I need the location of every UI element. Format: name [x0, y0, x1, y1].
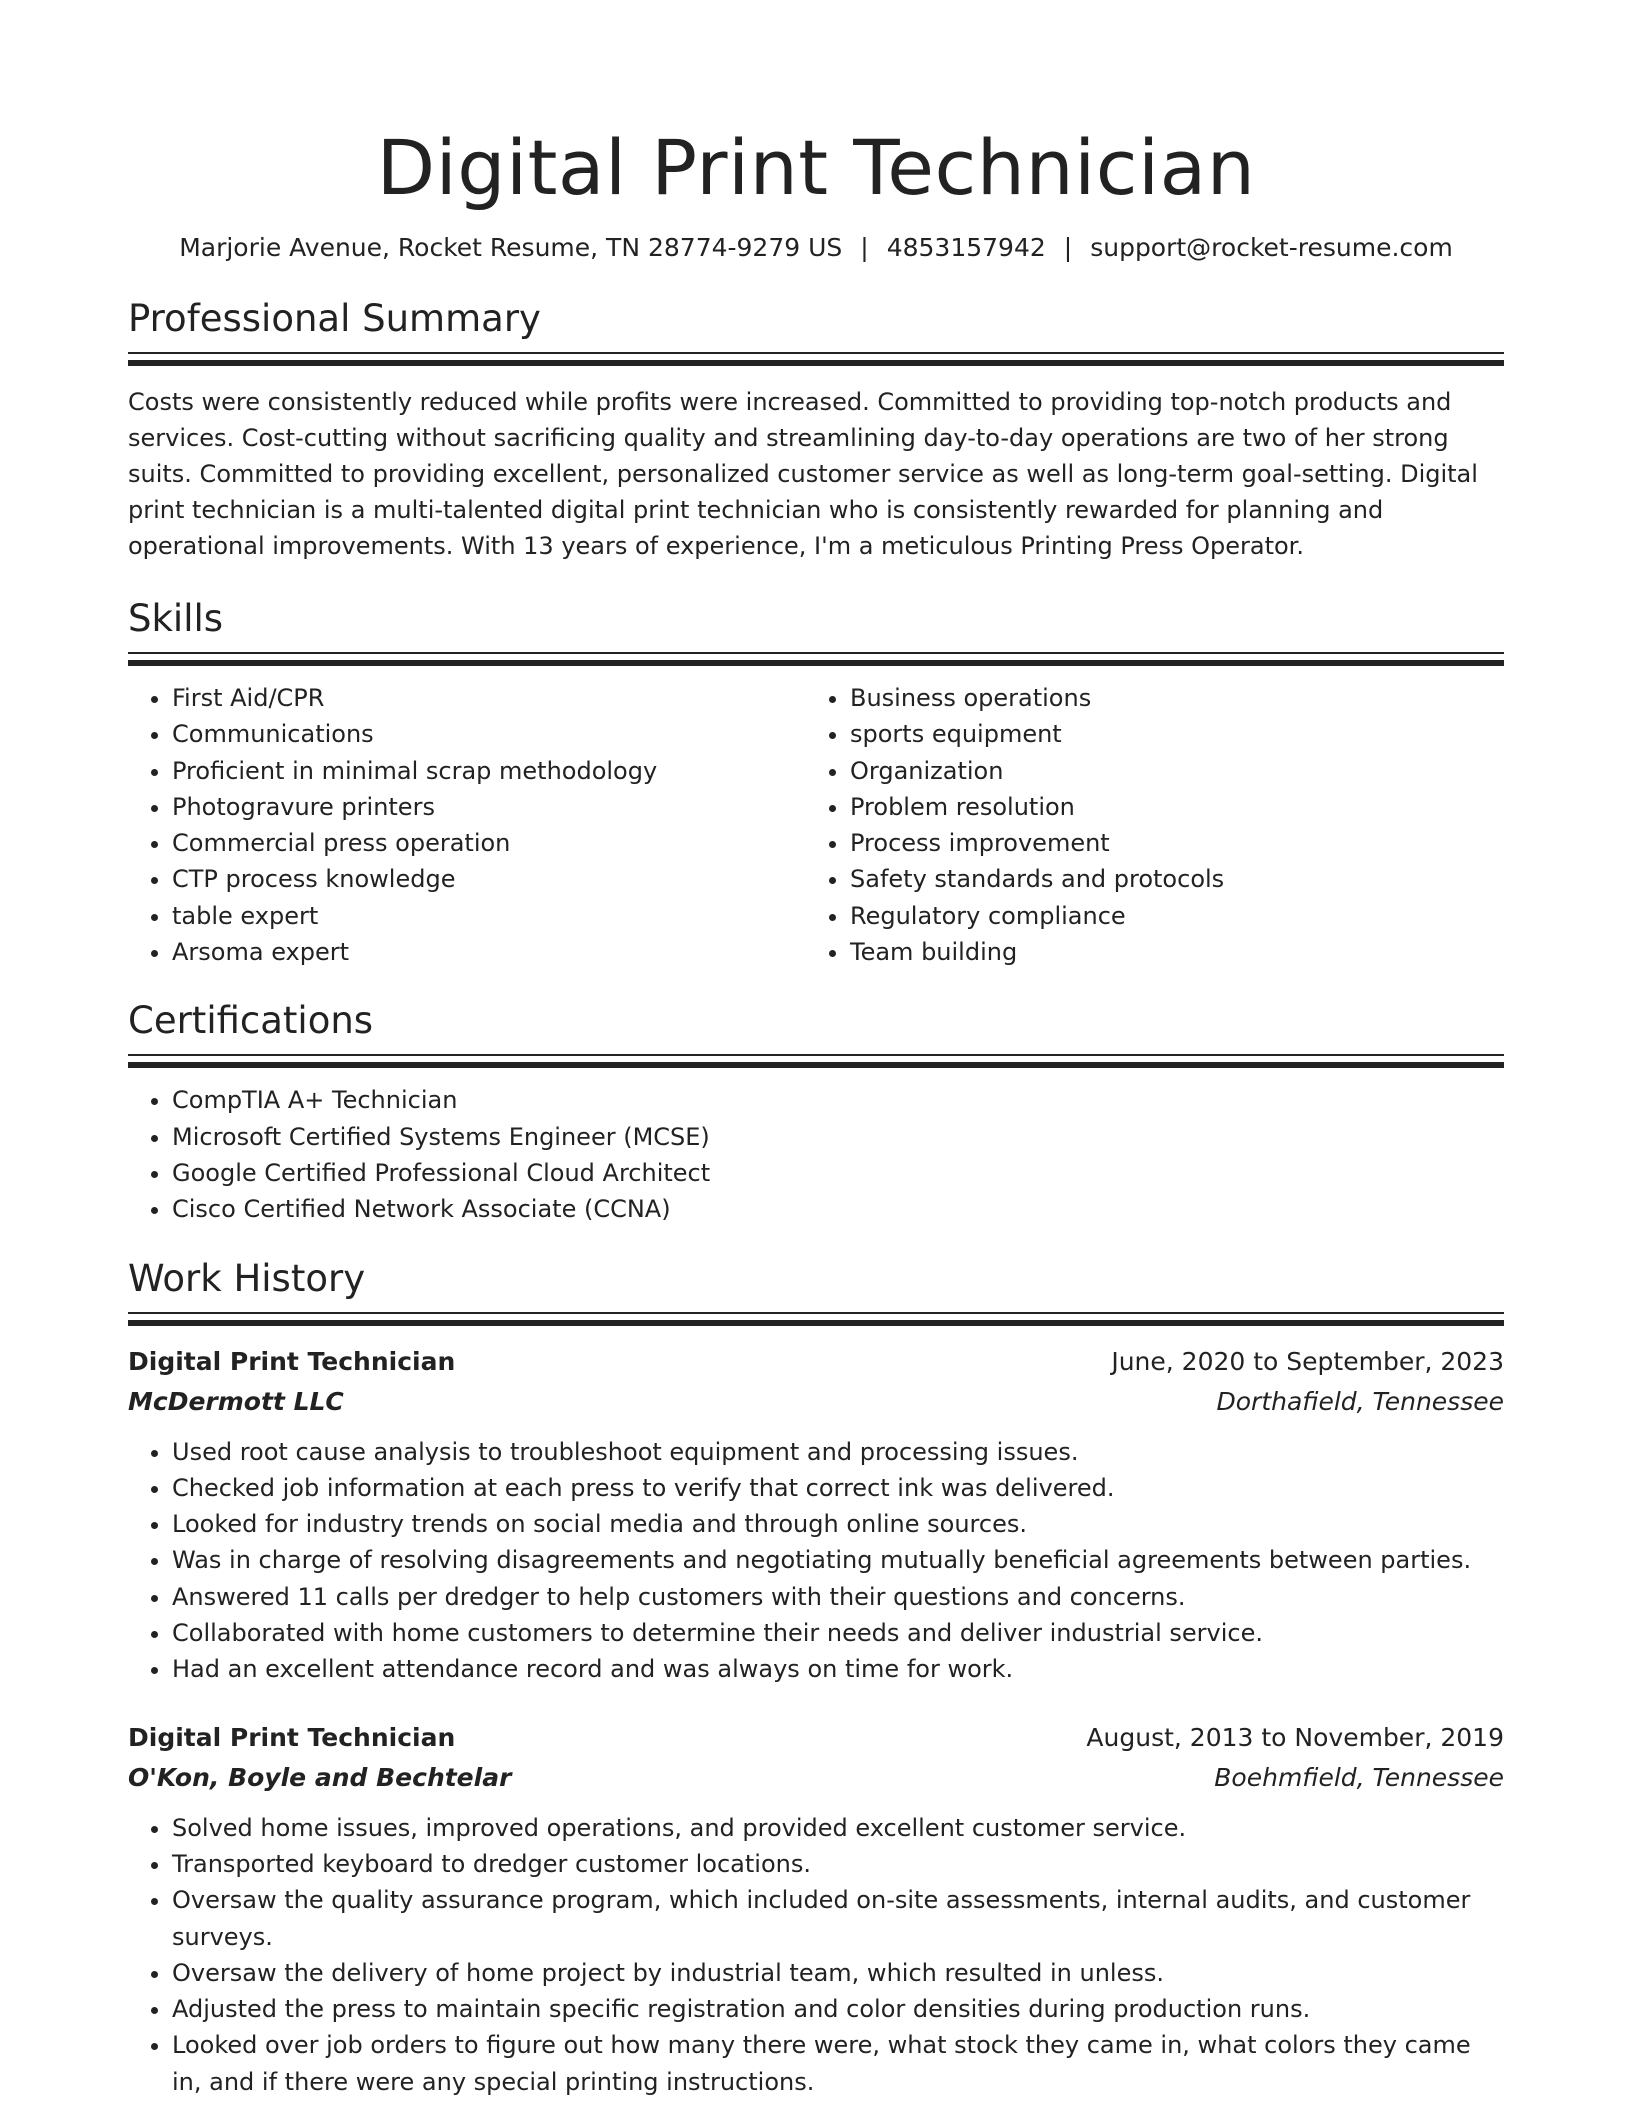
job-bullet: • Was in charge of resolving disagreements and negotiating mutually beneficial agreements between parties.	[172, 1542, 1504, 1578]
skill-item: • Process improvement	[850, 825, 1484, 861]
section-heading-skills: Skills	[128, 597, 224, 640]
job-bullet: • Transported keyboard to dredger customer locations.	[172, 1846, 1504, 1882]
certification-item: • Google Certified Professional Cloud Architect	[172, 1155, 1504, 1191]
job-header-row	[128, 1342, 1504, 1382]
contact-line	[128, 230, 1504, 266]
job-company: McDermott LLC	[128, 1386, 344, 1416]
section-heading-work-history: Work History	[128, 1256, 366, 1300]
job-bullet: • Answered 11 calls per dredger to help customers with their questions and concerns.	[172, 1579, 1504, 1615]
job-bullet: • Checked job information at each press to verify that correct ink was delivered.	[172, 1470, 1504, 1506]
section-heading-summary: Professional Summary	[128, 297, 541, 340]
resume-page	[128, 0, 1504, 2100]
skill-item: • First Aid/CPR	[172, 680, 806, 716]
skill-item: • CTP process knowledge	[172, 861, 806, 897]
skill-item: • Proficient in minimal scrap methodology	[172, 753, 806, 789]
job-bullets	[128, 1434, 1504, 1688]
job-bullet: • Adjusted the press to maintain specific registration and color densities during production runs.	[172, 1991, 1504, 2027]
skill-item: • Arsoma expert	[172, 934, 806, 970]
section-divider	[128, 652, 1504, 666]
job-bullet: • Looked for industry trends on social media and through online sources.	[172, 1506, 1504, 1542]
job-title: Digital Print Technician	[128, 1346, 456, 1376]
certifications-list	[128, 1082, 1504, 1227]
section-heading-certifications: Certifications	[128, 999, 374, 1043]
job-entry	[128, 1718, 1504, 2100]
skill-item: • Photogravure printers	[172, 789, 806, 825]
job-bullet: • Solved home issues, improved operations, and provided excellent customer service.	[172, 1810, 1504, 1846]
section-divider	[128, 1054, 1504, 1068]
skill-item: • sports equipment	[850, 716, 1484, 752]
resume-title: Digital Print Technician	[376, 123, 1256, 212]
job-bullet: • Had an excellent attendance record and was always on time for work.	[172, 1651, 1504, 1687]
job-bullet: • Used root cause analysis to troubleshoot equipment and processing issues.	[172, 1434, 1504, 1470]
job-company-row	[128, 1382, 1504, 1422]
section-divider	[128, 1312, 1504, 1326]
certifications-section	[128, 996, 1504, 1227]
contact-email: support@rocket-resume.com	[1090, 233, 1453, 262]
contact-separator: |	[860, 233, 869, 262]
certification-item: • Microsoft Certified Systems Engineer (MCSE)	[172, 1119, 1504, 1155]
job-title: Digital Print Technician	[128, 1722, 456, 1752]
section-divider	[128, 352, 1504, 366]
skill-item: • Regulatory compliance	[850, 898, 1484, 934]
summary-text: Costs were consistently reduced while profits were increased. Committed to providing top-notch products and services. Cost-cutting without sacrificing quality and streamlining day-to-day operations are two of her strong suits. Committed to providing excellent, personalized customer service as well as long-term goal-setting. Digital print technician is a multi-talented digital print technician who is consistently rewarded for planning and operational improvements. With 13 years of experience, I'm a meticulous Printing Press Operator.	[128, 388, 1478, 560]
summary-section	[128, 294, 1504, 564]
job-dates: August, 2013 to November, 2019	[1086, 1722, 1504, 1752]
skills-list-right	[806, 680, 1484, 970]
skill-item: • Communications	[172, 716, 806, 752]
work-history-section	[128, 1254, 1504, 2100]
skill-item: • Safety standards and protocols	[850, 861, 1484, 897]
job-bullets	[128, 1810, 1504, 2100]
skill-item: • Problem resolution	[850, 789, 1484, 825]
contact-phone: 4853157942	[886, 233, 1046, 262]
skill-item: • Business operations	[850, 680, 1484, 716]
job-entry	[128, 1342, 1504, 1688]
job-bullet: • Oversaw the quality assurance program, which included on-site assessments, internal audits, and customer surveys.	[172, 1882, 1504, 1955]
skill-item: • Team building	[850, 934, 1484, 970]
job-location: Boehmfield, Tennessee	[1214, 1762, 1504, 1792]
skill-item: • Organization	[850, 753, 1484, 789]
skills-section	[128, 594, 1504, 970]
contact-separator: |	[1063, 233, 1073, 262]
skill-item: • Commercial press operation	[172, 825, 806, 861]
certification-item: • Cisco Certified Network Associate (CCNA)	[172, 1191, 1504, 1227]
job-company-row	[128, 1758, 1504, 1798]
job-header-row	[128, 1718, 1504, 1758]
job-bullet: • Collaborated with home customers to determine their needs and deliver industrial service.	[172, 1615, 1504, 1651]
skills-column-left	[128, 680, 806, 970]
job-bullet: • Looked over job orders to figure out how many there were, what stock they came in, what colors they came in, and if there were any special printing instructions.	[172, 2027, 1504, 2100]
contact-address: Marjorie Avenue, Rocket Resume, TN 28774-9279 US	[179, 233, 843, 262]
skills-grid	[128, 680, 1504, 970]
job-bullet: • Oversaw the delivery of home project by industrial team, which resulted in unless.	[172, 1955, 1504, 1991]
certification-item: • CompTIA A+ Technician	[172, 1082, 1504, 1118]
skills-column-right	[806, 680, 1484, 970]
job-dates: June, 2020 to September, 2023	[1111, 1346, 1504, 1376]
skill-item: • table expert	[172, 898, 806, 934]
job-company: O'Kon, Boyle and Bechtelar	[128, 1762, 512, 1792]
job-location: Dorthafield, Tennessee	[1216, 1386, 1504, 1416]
skills-list-left	[128, 680, 806, 970]
